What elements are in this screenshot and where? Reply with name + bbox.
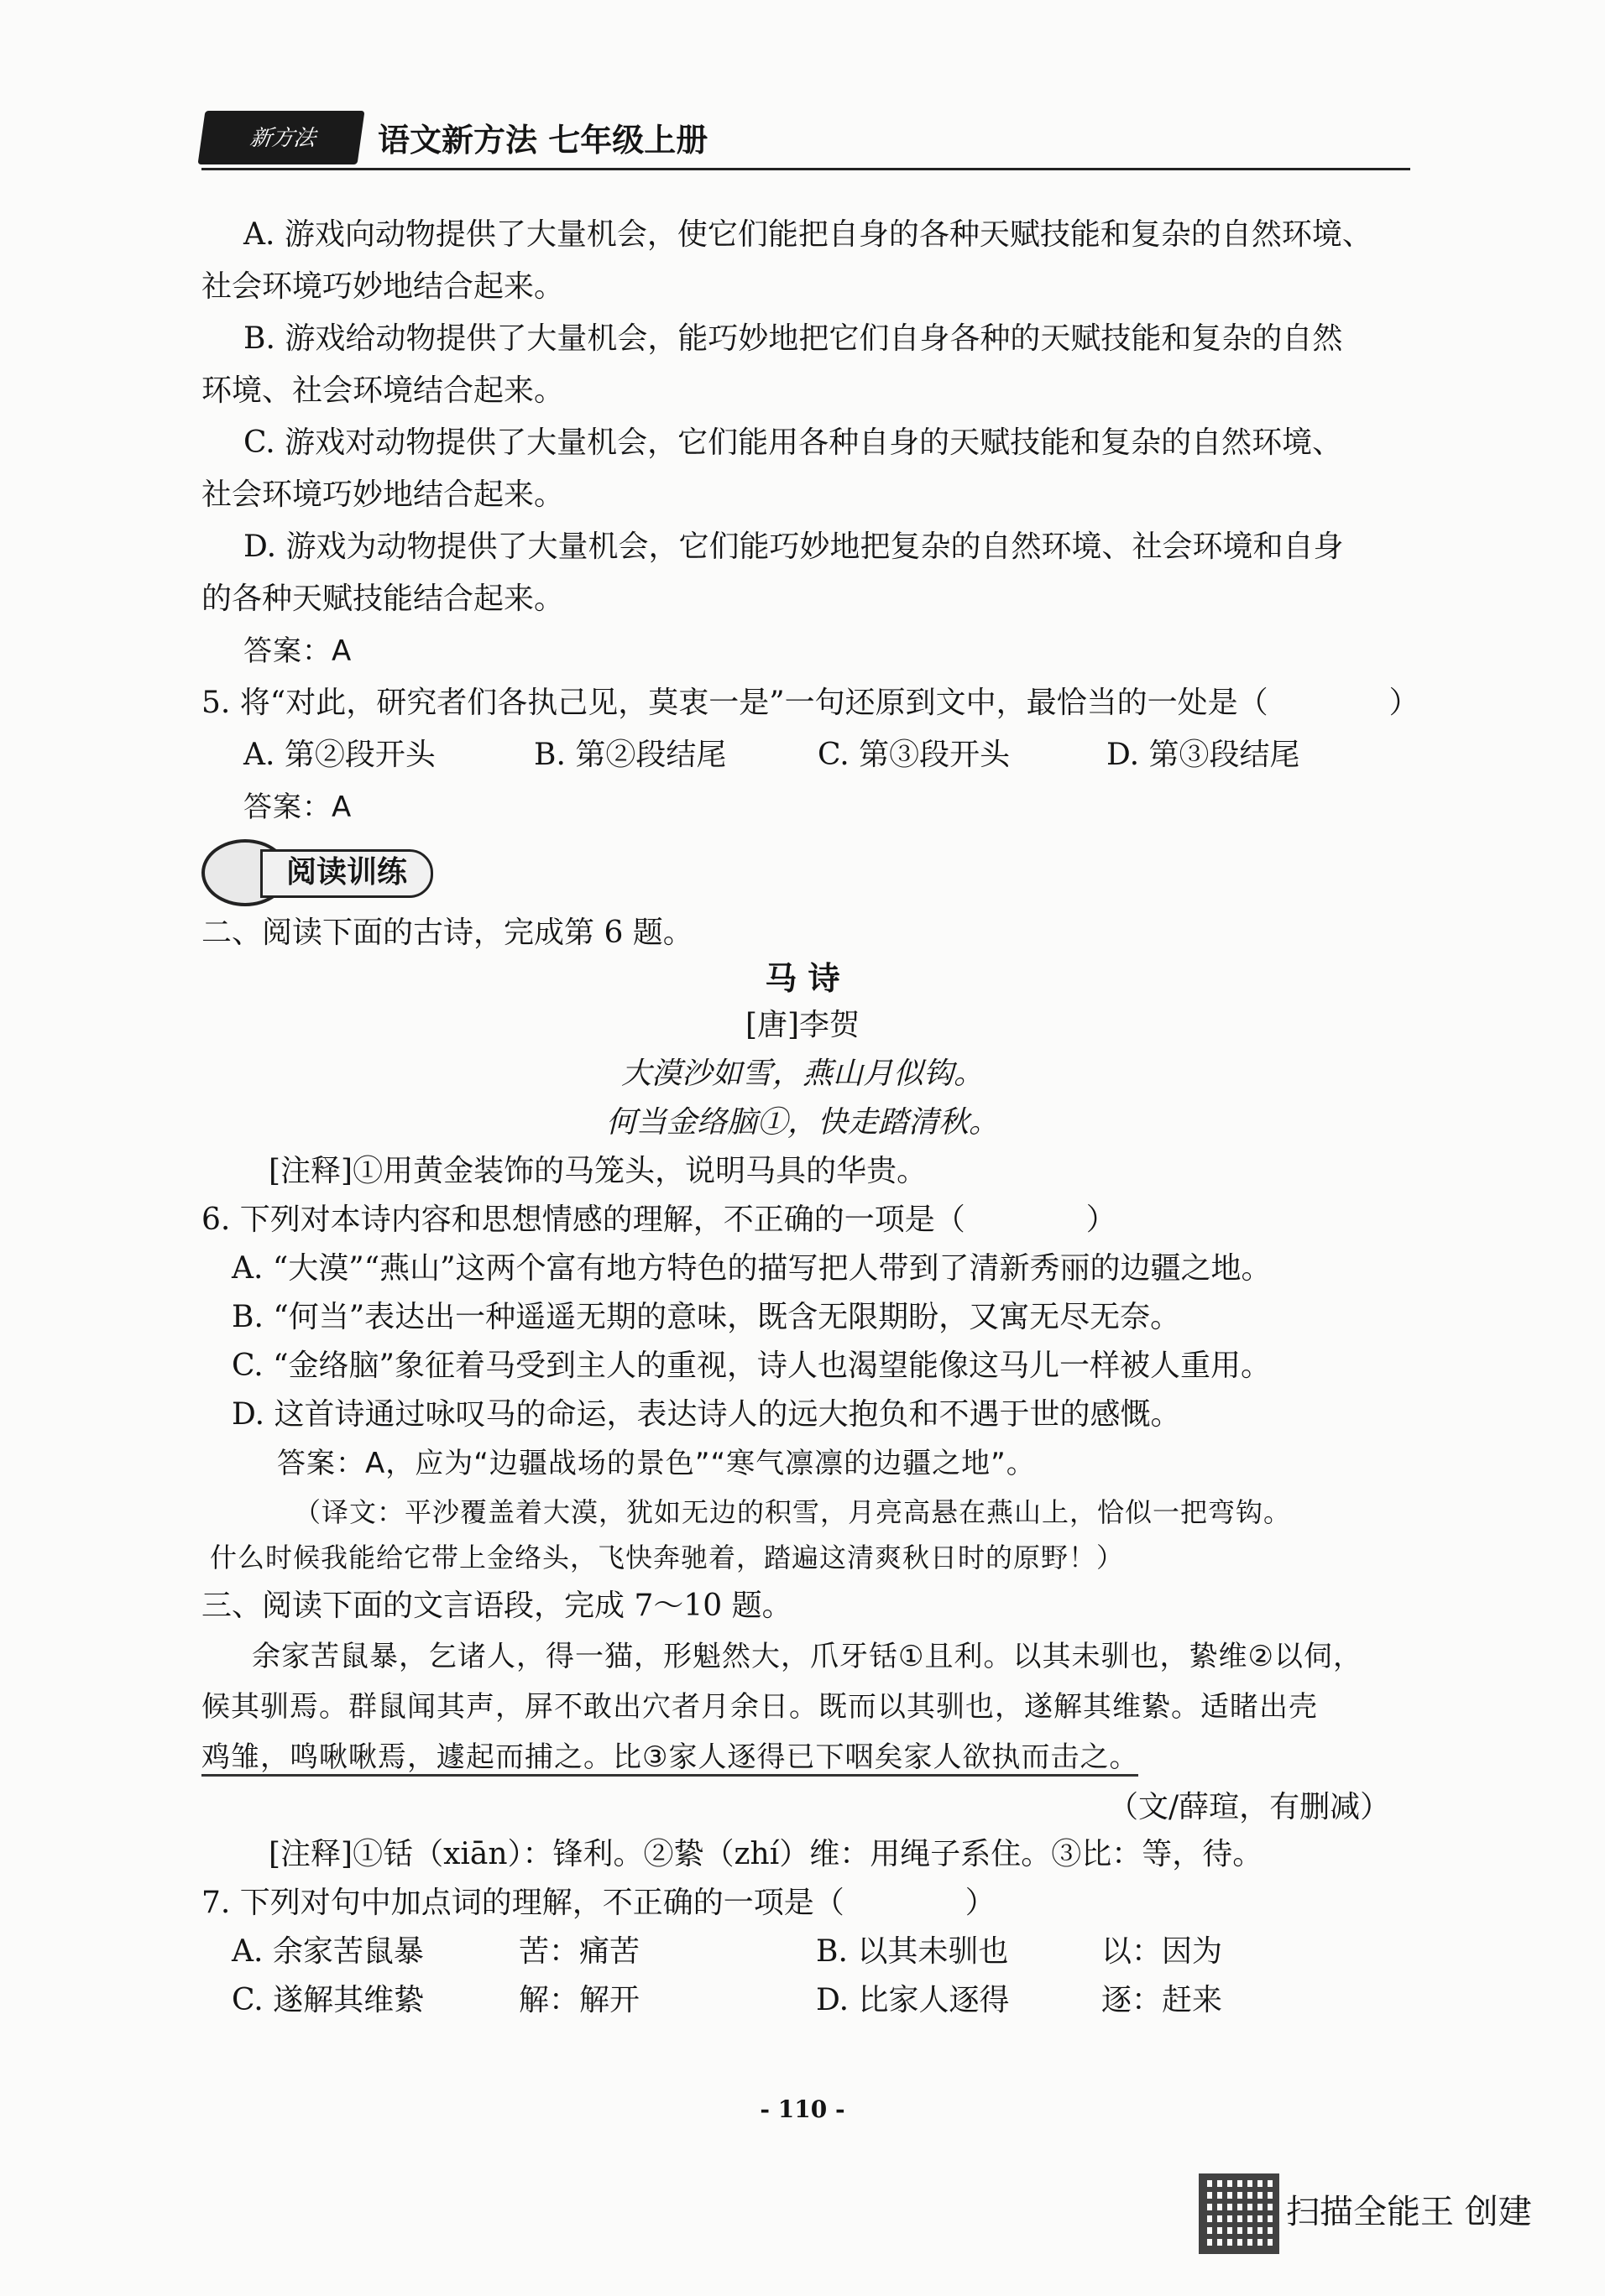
section3-heading: 三、阅读下面的文言语段，完成 7～10 题。 (201, 1589, 792, 1623)
q6-translation-line1: （译文：平沙覆盖着大漠，犹如无边的积雪，月亮高悬在燕山上，恰似一把弯钩。 (294, 1496, 1292, 1528)
section-badge (201, 839, 437, 903)
q7-option-c-gloss: 解：解开 (519, 1983, 640, 2017)
q4-option-b-line2: 环境、社会环境结合起来。 (201, 373, 565, 408)
q7-option-c-text: C. 遂解其维絷 (232, 1983, 425, 2017)
passage-source: （文/薛瑄，有删减） (1108, 1790, 1391, 1824)
passage-note: [注释]①铦（xiān）：锋利。②絷（zhí）维：用绳子系住。③比：等，待。 (269, 1837, 1263, 1871)
q6-option-a: A. “大漠”“燕山”这两个富有地方特色的描写把人带到了清新秀丽的边疆之地。 (232, 1251, 1272, 1286)
q7-option-b-gloss: 以：因为 (1101, 1934, 1223, 1969)
header-logo (198, 111, 365, 164)
header-divider (201, 168, 1410, 170)
q6-option-b: B. “何当”表达出一种遥遥无期的意味，既含无限期盼，又寓无尽无奈。 (232, 1300, 1181, 1334)
q5-option-a: A. 第②段开头 (243, 738, 436, 772)
passage-underlined-sentence: 比③家人逐得已下咽矣家人欲执而击之。 (613, 1740, 1138, 1777)
q7-option-d-text: D. 比家人逐得 (816, 1983, 1010, 2017)
poem-author: [唐]李贺 (745, 1008, 860, 1042)
q4-option-c-line2: 社会环境巧妙地结合起来。 (201, 477, 565, 512)
q6-option-c: C. “金络脑”象征着马受到主人的重视，诗人也渴望能像这马儿一样被人重用。 (232, 1349, 1271, 1383)
poem-note: [注释]①用黄金装饰的马笼头，说明马具的华贵。 (269, 1154, 928, 1188)
q5-option-c: C. 第③段开头 (818, 738, 1011, 772)
q5-stem: 5. 将“对此，研究者们各执己见，莫衷一是”一句还原到文中，最恰当的一处是（ ） (201, 686, 1419, 720)
passage-underlined-phrase: 鸡雏，鸣啾啾焉，遽起而捕之。 (201, 1740, 613, 1777)
q4-option-a-line2: 社会环境巧妙地结合起来。 (201, 269, 565, 304)
passage-line-3 (201, 1737, 1138, 1777)
q4-option-d-line1: D. 游戏为动物提供了大量机会，它们能巧妙地把复杂的自然环境、社会环境和自身 (243, 530, 1344, 564)
poem-line-1: 大漠沙如雪，燕山月似钩。 (620, 1057, 984, 1091)
header-title: 语文新方法 七年级上册 (378, 122, 708, 159)
section2-heading: 二、阅读下面的古诗，完成第 6 题。 (201, 916, 693, 950)
scanner-watermark: 扫描全能王 创建 (1286, 2193, 1532, 2231)
q6-answer: 答案：A，应为“边疆战场的景色”“寒气凛凛的边疆之地”。 (277, 1447, 1036, 1480)
qr-code-icon (1199, 2173, 1279, 2254)
q5-option-b: B. 第②段结尾 (534, 738, 727, 772)
q7-option-b-text: B. 以其未驯也 (816, 1934, 1009, 1969)
q4-answer: 答案：A (243, 634, 353, 668)
q6-stem: 6. 下列对本诗内容和思想情感的理解，不正确的一项是（ ） (201, 1203, 1116, 1237)
q4-option-c-line1: C. 游戏对动物提供了大量机会，它们能用各种自身的天赋技能和复杂的自然环境、 (243, 425, 1343, 460)
section-badge-label: 阅读训练 (260, 849, 433, 898)
q4-option-d-line2: 的各种天赋技能结合起来。 (201, 582, 565, 616)
poem-title: 马 诗 (765, 960, 840, 997)
poem-line-2: 何当金络脑①，快走踏清秋。 (605, 1105, 999, 1140)
q7-option-d-gloss: 逐：赶来 (1101, 1983, 1223, 2017)
passage-line-1: 余家苦鼠暴，乞诸人，得一猫，形魁然大，爪牙铦①且利。以其未驯也，絷维②以伺， (252, 1640, 1362, 1673)
q6-option-d: D. 这首诗通过咏叹马的命运，表达诗人的远大抱负和不遇于世的感慨。 (232, 1397, 1181, 1432)
q4-option-b-line1: B. 游戏给动物提供了大量机会，能巧妙地把它们自身各种的天赋技能和复杂的自然 (243, 321, 1343, 356)
q5-option-d: D. 第③段结尾 (1106, 738, 1300, 772)
q7-option-a-gloss: 苦：痛苦 (519, 1934, 640, 1969)
passage-line-2: 候其驯焉。群鼠闻其声，屏不敢出穴者月余日。既而以其驯也，遂解其维絷。适睹出壳 (201, 1690, 1318, 1724)
q7-stem: 7. 下列对句中加点词的理解，不正确的一项是（ ） (201, 1886, 996, 1920)
q4-option-a-line1: A. 游戏向动物提供了大量机会，使它们能把自身的各种天赋技能和复杂的自然环境、 (243, 217, 1372, 252)
q7-option-a-text: A. 余家苦鼠暴 (232, 1934, 424, 1969)
header-logo-text: 新方法 (248, 126, 317, 151)
page-number: - 110 - (760, 2095, 845, 2123)
q6-translation-line2: 什么时候我能给它带上金络头，飞快奔驰着，踏遍这清爽秋日时的原野！） (210, 1542, 1125, 1573)
q5-answer: 答案：A (243, 791, 353, 824)
